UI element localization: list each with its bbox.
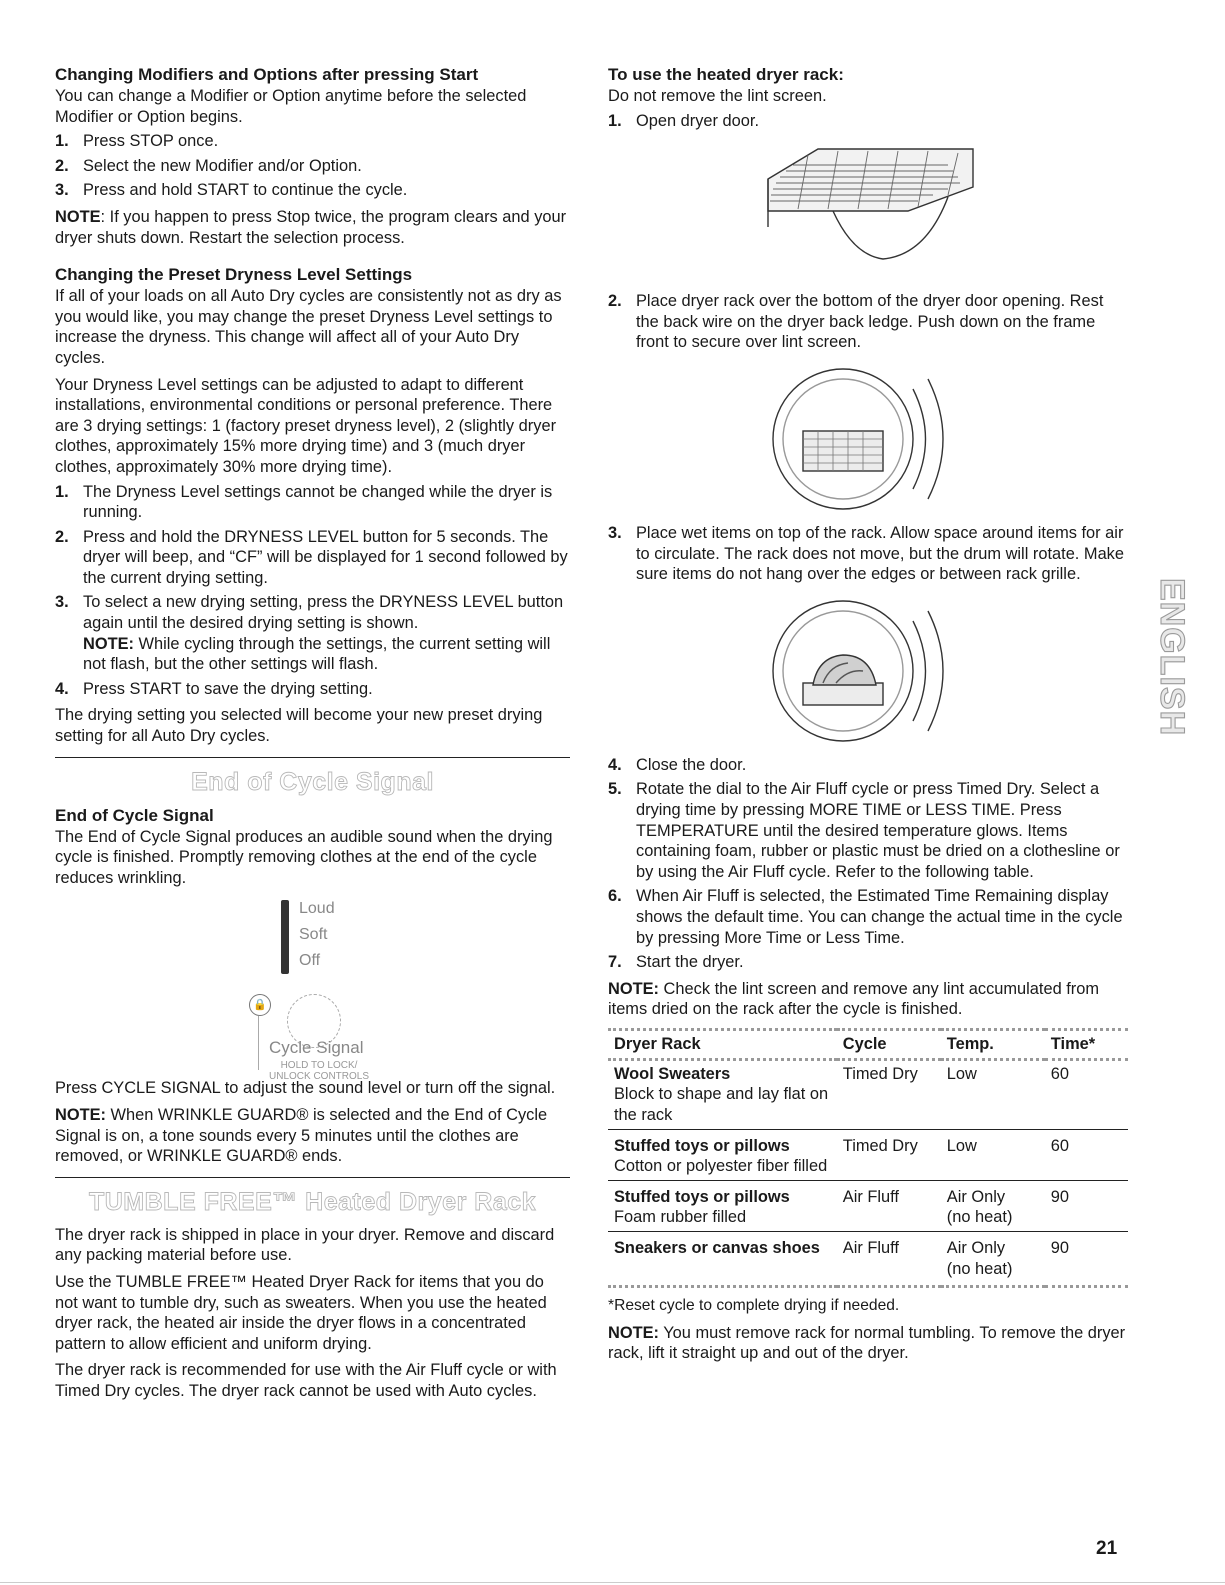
rack-paragraph: The dryer rack is recommended for use with the Air Fluff cycle or with Timed Dry cycles. The dryer rack cannot be used with Auto cycles. — [55, 1361, 557, 1400]
lock-leader-line — [258, 1016, 259, 1070]
dryer-rack-illustration — [608, 137, 1130, 287]
rack-paragraph: Use the TUMBLE FREE™ Heated Dryer Rack for items that you do not want to tumble dry, such as sweaters. When you use the heated dryer rack, the heated air inside the dryer flows in a concentrated pattern to allow efficient and uniform drying. — [55, 1272, 547, 1353]
dryness-paragraph: Your Dryness Level settings can be adjusted to adapt to different installations, environmental conditions or personal preference. There are 3 drying settings: 1 (factory preset dryness level), 2 (slightly dryer clothes, approximately 15% more drying time) and 3 (much dryer clothes, approximately 30% more drying time). — [55, 375, 557, 476]
table-header-row — [608, 1029, 1128, 1059]
rack-banner: TUMBLE FREE™ Heated Dryer Rack — [88, 1187, 537, 1216]
remove-rack-note: NOTE: You must remove rack for normal tumbling. To remove the dryer rack, lift it straight up and out of the dryer. — [608, 1323, 1126, 1363]
list-item: 5. Rotate the dial to the Air Fluff cycle or press Timed Dry. Select a drying time by pressing MORE TIME or LESS TIME. Press TEMPERATURE until the desired temperature glows. Items containing foam, rubber or plastic must be dried on a clothesline or by using the Air Fluff cycle. Refer to the following table. — [608, 780, 1120, 881]
column-header: Time* — [1045, 1029, 1128, 1059]
list-item: 2. Press and hold the DRYNESS LEVEL button for 5 seconds. The dryer will beep, and “CF” will be displayed for 1 second followed by the current drying setting. — [55, 527, 568, 587]
level-loud: Loud — [299, 900, 335, 918]
table-row: Wool Sweaters Block to shape and lay flat on the rack Timed Dry Low 60 — [614, 1064, 1070, 1125]
end-signal-heading: End of Cycle Signal — [55, 805, 214, 825]
level-off: Off — [299, 952, 321, 970]
list-item: 2. Select the new Modifier and/or Option. — [55, 156, 362, 175]
cycle-signal-label: Cycle Signal — [269, 1038, 364, 1058]
rack-use-heading: To use the heated dryer rack: — [608, 65, 844, 84]
list-item: 1. Press STOP once. — [55, 132, 219, 151]
items-on-rack-illustration — [608, 591, 1130, 751]
modifiers-heading: Changing Modifiers and Options after pressing Start — [55, 65, 479, 84]
cycle-signal-control-illustration — [55, 888, 570, 1083]
end-signal-instruction: Press CYCLE SIGNAL to adjust the sound level or turn off the signal. — [55, 1079, 556, 1098]
list-item: 4. Press START to save the drying setting. — [55, 679, 373, 698]
lock-icon: 🔒 — [249, 994, 271, 1016]
table-row: Sneakers or canvas shoes Air Fluff Air Only (no heat) 90 — [608, 1232, 1128, 1287]
dryness-steps — [55, 482, 570, 700]
signal-level-indicator — [281, 900, 289, 974]
list-item: 2. Place dryer rack over the bottom of the dryer door opening. Rest the back wire on the dryer back ledge. Push down on the frame front to secure over lint screen. — [608, 292, 1104, 352]
list-item: 3. To select a new drying setting, press the DRYNESS LEVEL button again until the desired drying setting is shown. NOTE: While cycling through the settings, the current setting will not flash, but the other settings will flash. — [55, 593, 564, 674]
page-number: 21 — [1096, 1538, 1118, 1559]
page-edge — [0, 1582, 1225, 1583]
rack-in-dryer-illustration — [608, 359, 1130, 519]
right-column — [608, 64, 1130, 1364]
rack-use-intro: Do not remove the lint screen. — [608, 87, 827, 105]
end-signal-note: NOTE: When WRINKLE GUARD® is selected and the End of Cycle Signal is on, a tone sounds every 5 minutes until the clothes are removed, or WRINKLE GUARD® ends. — [55, 1106, 548, 1166]
level-soft: Soft — [299, 926, 328, 944]
column-header: Dryer Rack — [608, 1029, 837, 1059]
dryness-closing: The drying setting you selected will become your new preset drying setting for all Auto Dry cycles. — [55, 706, 543, 746]
section-divider — [55, 757, 570, 758]
list-item: 3. Place wet items on top of the rack. Allow space around items for air to circulate. The rack does not move, but the drum will rotate. Make sure items do not hang over the edges or between rack grille. — [608, 523, 1124, 584]
column-header: Cycle — [837, 1029, 941, 1059]
hold-to-lock-label: HOLD TO LOCK/ UNLOCK CONTROLS — [269, 1060, 370, 1083]
dryness-heading: Changing the Preset Dryness Level Settings — [55, 265, 413, 285]
modifiers-note: NOTE: If you happen to press Stop twice, the program clears and your dryer shuts down. Restart the selection process. — [55, 207, 567, 247]
table-footnote: *Reset cycle to complete drying if needed. — [608, 1297, 900, 1315]
table-row: Stuffed toys or pillows Cotton or polyester fiber filled Timed Dry Low 60 — [608, 1129, 1128, 1180]
list-item: 1. The Dryness Level settings cannot be changed while the dryer is running. — [55, 482, 553, 522]
language-tab-label: ENGLISH — [1153, 578, 1191, 737]
end-signal-paragraph: The End of Cycle Signal produces an audible sound when the drying cycle is finished. Promptly removing clothes at the end of the cycle reduces wrinkling. — [55, 827, 553, 887]
language-side-tab — [1153, 578, 1191, 774]
list-item: 7. Start the dryer. — [608, 953, 744, 972]
list-item: 6. When Air Fluff is selected, the Estimated Time Remaining display shows the default time. You can change the actual time in the cycle by pressing More Time or Less Time. — [608, 887, 1123, 947]
rack-paragraph: The dryer rack is shipped in place in your dryer. Remove and discard any packing material before use. — [55, 1225, 555, 1265]
list-item: 3. Press and hold START to continue the cycle. — [55, 181, 408, 200]
left-column — [55, 64, 570, 1402]
column-header: Temp. — [941, 1029, 1045, 1059]
modifiers-steps — [55, 131, 570, 201]
modifiers-intro: You can change a Modifier or Option anytime before the selected Modifier or Option begins. — [55, 87, 527, 126]
list-item: 1. Open dryer door. — [608, 111, 760, 130]
section-divider — [55, 1177, 570, 1178]
dryness-paragraph: If all of your loads on all Auto Dry cycles are consistently not as dry as you would like, you may change the preset Dryness Level settings to increase the dryness. This change will affect all of your Auto Dry cycles. — [55, 287, 562, 367]
list-item: 4. Close the door. — [608, 755, 747, 774]
lint-note: NOTE: Check the lint screen and remove any lint accumulated from items dried on the rack after the cycle is finished. — [608, 979, 1100, 1019]
end-signal-banner: End of Cycle Signal — [191, 767, 434, 796]
table-row: Stuffed toys or pillows Foam rubber filled Air Fluff Air Only (no heat) 90 — [608, 1180, 1128, 1231]
dryer-rack-table — [608, 1028, 1128, 1288]
